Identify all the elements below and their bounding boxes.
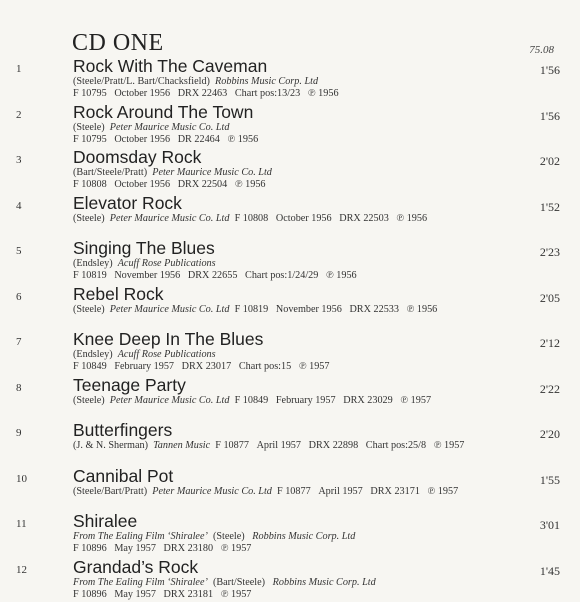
track-publisher: Robbins Music Corp. Ltd	[215, 76, 318, 87]
track-title: Doomsday Rock	[73, 147, 201, 168]
track-writers: (Steele)	[73, 213, 105, 224]
track-credits	[73, 76, 318, 87]
track-release-info: F 10819 November 1956 DRX 22655 Chart pos:1/24/29 ℗ 1956	[73, 270, 357, 281]
track-row	[0, 557, 580, 602]
track-writers: (Steele)	[73, 395, 105, 406]
track-row	[0, 420, 580, 466]
track-row	[0, 284, 580, 330]
track-release-info: F 10877 April 1957 DRX 22898 Chart pos:25/8 ℗ 1957	[215, 440, 464, 451]
track-title: Rebel Rock	[73, 284, 163, 305]
track-writers: (Bart/Steele)	[213, 577, 273, 588]
track-duration: 1'52	[540, 200, 560, 215]
track-film-credit: From The Ealing Film ‘Shiralee’	[73, 577, 208, 588]
track-number: 11	[16, 518, 36, 530]
track-row	[0, 238, 580, 284]
track-duration: 2'20	[540, 427, 560, 442]
track-release-info: F 10896 May 1957 DRX 23181 ℗ 1957	[73, 589, 251, 600]
track-row	[0, 329, 580, 375]
track-number: 6	[16, 291, 36, 303]
track-publisher: Peter Maurice Music Co. Ltd	[110, 122, 230, 133]
track-duration: 2'12	[540, 336, 560, 351]
track-film-credit: From The Ealing Film ‘Shiralee’	[73, 531, 208, 542]
track-release-info: F 10896 May 1957 DRX 23180 ℗ 1957	[73, 543, 251, 554]
track-publisher: Peter Maurice Music Co. Ltd	[110, 395, 230, 406]
track-duration: 3'01	[540, 518, 560, 533]
track-release-info: F 10849 February 1957 DRX 23017 Chart pos:15 ℗ 1957	[73, 361, 329, 372]
track-writers: (Steele)	[213, 531, 252, 542]
track-release-info: F 10877 April 1957 DRX 23171 ℗ 1957	[277, 486, 458, 497]
cd-title: CD ONE	[72, 30, 164, 57]
track-title: Rock With The Caveman	[73, 56, 267, 77]
track-publisher: Peter Maurice Music Co. Ltd	[110, 304, 230, 315]
track-credits	[73, 304, 437, 315]
track-publisher: Tannen Music	[153, 440, 210, 451]
track-row	[0, 56, 580, 102]
track-publisher: Robbins Music Corp. Ltd	[273, 577, 376, 588]
track-credits	[73, 531, 355, 542]
track-row	[0, 193, 580, 239]
track-number: 4	[16, 200, 36, 212]
track-release-info: F 10795 October 1956 DRX 22463 Chart pos:13/23 ℗ 1956	[73, 88, 339, 99]
track-number: 12	[16, 564, 36, 576]
track-publisher: Peter Maurice Music Co. Ltd	[152, 167, 272, 178]
track-release-info: F 10795 October 1956 DR 22464 ℗ 1956	[73, 134, 258, 145]
track-writers: (Endsley)	[73, 349, 113, 360]
track-number: 7	[16, 336, 36, 348]
track-publisher: Robbins Music Corp. Ltd	[252, 531, 355, 542]
track-duration: 1'45	[540, 564, 560, 579]
track-credits	[73, 577, 376, 588]
track-title: Butterfingers	[73, 420, 172, 441]
track-number: 5	[16, 245, 36, 257]
track-publisher: Peter Maurice Music Co. Ltd	[110, 213, 230, 224]
track-credits	[73, 349, 216, 360]
track-row	[0, 375, 580, 421]
track-title: Knee Deep In The Blues	[73, 329, 263, 350]
track-credits	[73, 486, 458, 497]
track-credits	[73, 395, 431, 406]
track-duration: 1'55	[540, 473, 560, 488]
track-writers: (Steele/Bart/Pratt)	[73, 486, 147, 497]
track-row	[0, 147, 580, 193]
track-publisher: Acuff Rose Publications	[118, 258, 216, 269]
track-credits	[73, 213, 427, 224]
track-writers: (Steele/Pratt/L. Bart/Chacksfield)	[73, 76, 210, 87]
track-number: 8	[16, 382, 36, 394]
track-row	[0, 102, 580, 148]
track-row	[0, 466, 580, 512]
track-title: Shiralee	[73, 511, 137, 532]
track-number: 1	[16, 63, 36, 75]
track-duration: 2'05	[540, 291, 560, 306]
track-number: 9	[16, 427, 36, 439]
track-release-info: F 10808 October 1956 DRX 22504 ℗ 1956	[73, 179, 266, 190]
track-writers: (Steele)	[73, 122, 105, 133]
track-release-info: F 10819 November 1956 DRX 22533 ℗ 1956	[235, 304, 438, 315]
track-title: Cannibal Pot	[73, 466, 173, 487]
track-duration: 1'56	[540, 63, 560, 78]
track-writers: (J. & N. Sherman)	[73, 440, 148, 451]
track-title: Singing The Blues	[73, 238, 215, 259]
track-duration: 1'56	[540, 109, 560, 124]
track-duration: 2'22	[540, 382, 560, 397]
track-credits	[73, 258, 216, 269]
track-number: 2	[16, 109, 36, 121]
track-credits	[73, 440, 464, 451]
track-title: Grandad’s Rock	[73, 557, 198, 578]
track-publisher: Peter Maurice Music Co. Ltd	[152, 486, 272, 497]
track-list	[0, 56, 580, 602]
track-duration: 2'23	[540, 245, 560, 260]
track-duration: 2'02	[540, 154, 560, 169]
track-release-info: F 10849 February 1957 DRX 23029 ℗ 1957	[235, 395, 432, 406]
track-writers: (Steele)	[73, 304, 105, 315]
track-number: 10	[16, 473, 36, 485]
track-writers: (Endsley)	[73, 258, 113, 269]
track-title: Elevator Rock	[73, 193, 182, 214]
track-credits	[73, 167, 272, 178]
track-title: Teenage Party	[73, 375, 186, 396]
track-writers: (Bart/Steele/Pratt)	[73, 167, 147, 178]
track-credits	[73, 122, 229, 133]
track-release-info: F 10808 October 1956 DRX 22503 ℗ 1956	[235, 213, 428, 224]
track-title: Rock Around The Town	[73, 102, 253, 123]
track-publisher: Acuff Rose Publications	[118, 349, 216, 360]
total-running-time: 75.08	[529, 44, 554, 56]
track-number: 3	[16, 154, 36, 166]
track-row	[0, 511, 580, 557]
